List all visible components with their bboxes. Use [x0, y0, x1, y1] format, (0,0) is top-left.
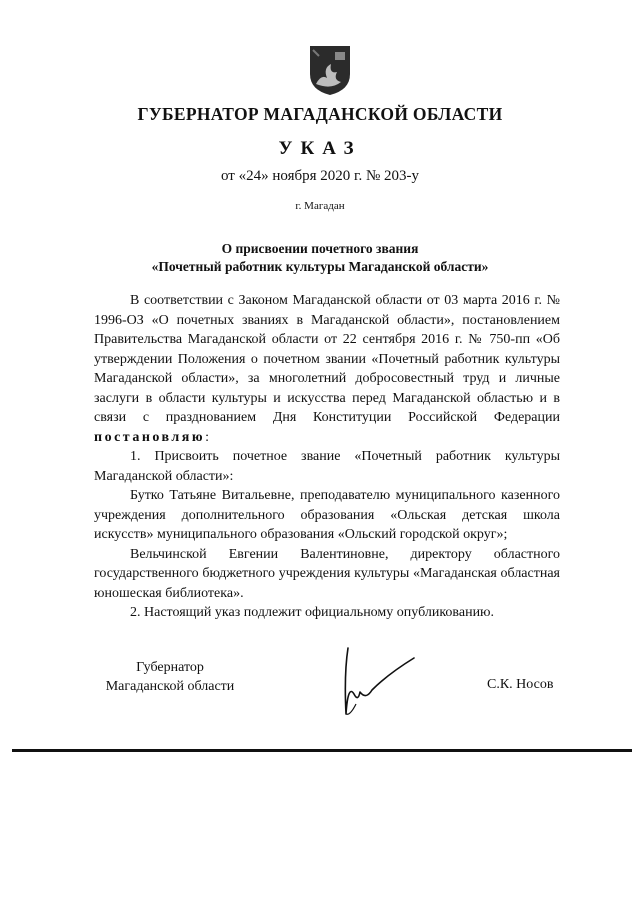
decree-word: постановляю	[94, 429, 206, 445]
preamble-text: В соответствии с Законом Магаданской области от 03 марта 2016 г. № 1996-ОЗ «О почетных званиях в Магаданской области», постановлением Правительства Магаданской области от 22 сентября 2016 г. № 750-пп «Об утверждении Положения о почетном звании «Почетный работник культуры Магаданской области», за многолетний добросовестный труд и личные заслуги в области культуры и искусства перед Магаданской областью и в связи с празднованием Дня Конституции Российской Федерации	[94, 293, 560, 425]
recipient-2: Вельчинской Евгении Валентиновне, директору областного государственного бюджетного учреждения культуры «Магаданская областная юношеская библиотека».	[94, 546, 560, 601]
signatory-name: С.К. Носов	[487, 677, 554, 692]
decree-date-number: от «24» ноября 2020 г. № 203-у	[220, 168, 420, 184]
issuing-authority: ГУБЕРНАТОР МАГАДАНСКОЙ ОБЛАСТИ	[137, 104, 503, 124]
subject-line-1: О присвоении почетного звания	[221, 241, 419, 256]
preamble-paragraph	[94, 291, 560, 447]
bottom-divider	[12, 749, 632, 752]
decree-body	[94, 291, 560, 623]
item-2: 2. Настоящий указ подлежит официальному опубликованию.	[130, 605, 495, 620]
signatory-title-line-2: Магаданской области	[105, 679, 235, 694]
magadan-coat-of-arms-icon	[307, 44, 353, 96]
decree-colon: :	[205, 429, 209, 445]
subject-line-2: «Почетный работник культуры Магаданской области»	[151, 259, 489, 274]
item-1: 1. Присвоить почетное звание «Почетный работник культуры Магаданской области»:	[94, 449, 560, 484]
document-type: УКАЗ	[278, 138, 362, 159]
issue-city: г. Магадан	[295, 200, 345, 212]
signatory-title-line-1: Губернатор	[136, 660, 204, 675]
decree-subject	[0, 240, 640, 276]
recipient-1: Бутко Татьяне Витальевне, преподавателю муниципального казенного учреждения дополнительного образования «Ольская детская школа искусств» муниципального образования «Ольский городской округ»;	[94, 488, 560, 542]
signatory-title	[100, 658, 240, 696]
handwritten-signature	[336, 644, 424, 720]
